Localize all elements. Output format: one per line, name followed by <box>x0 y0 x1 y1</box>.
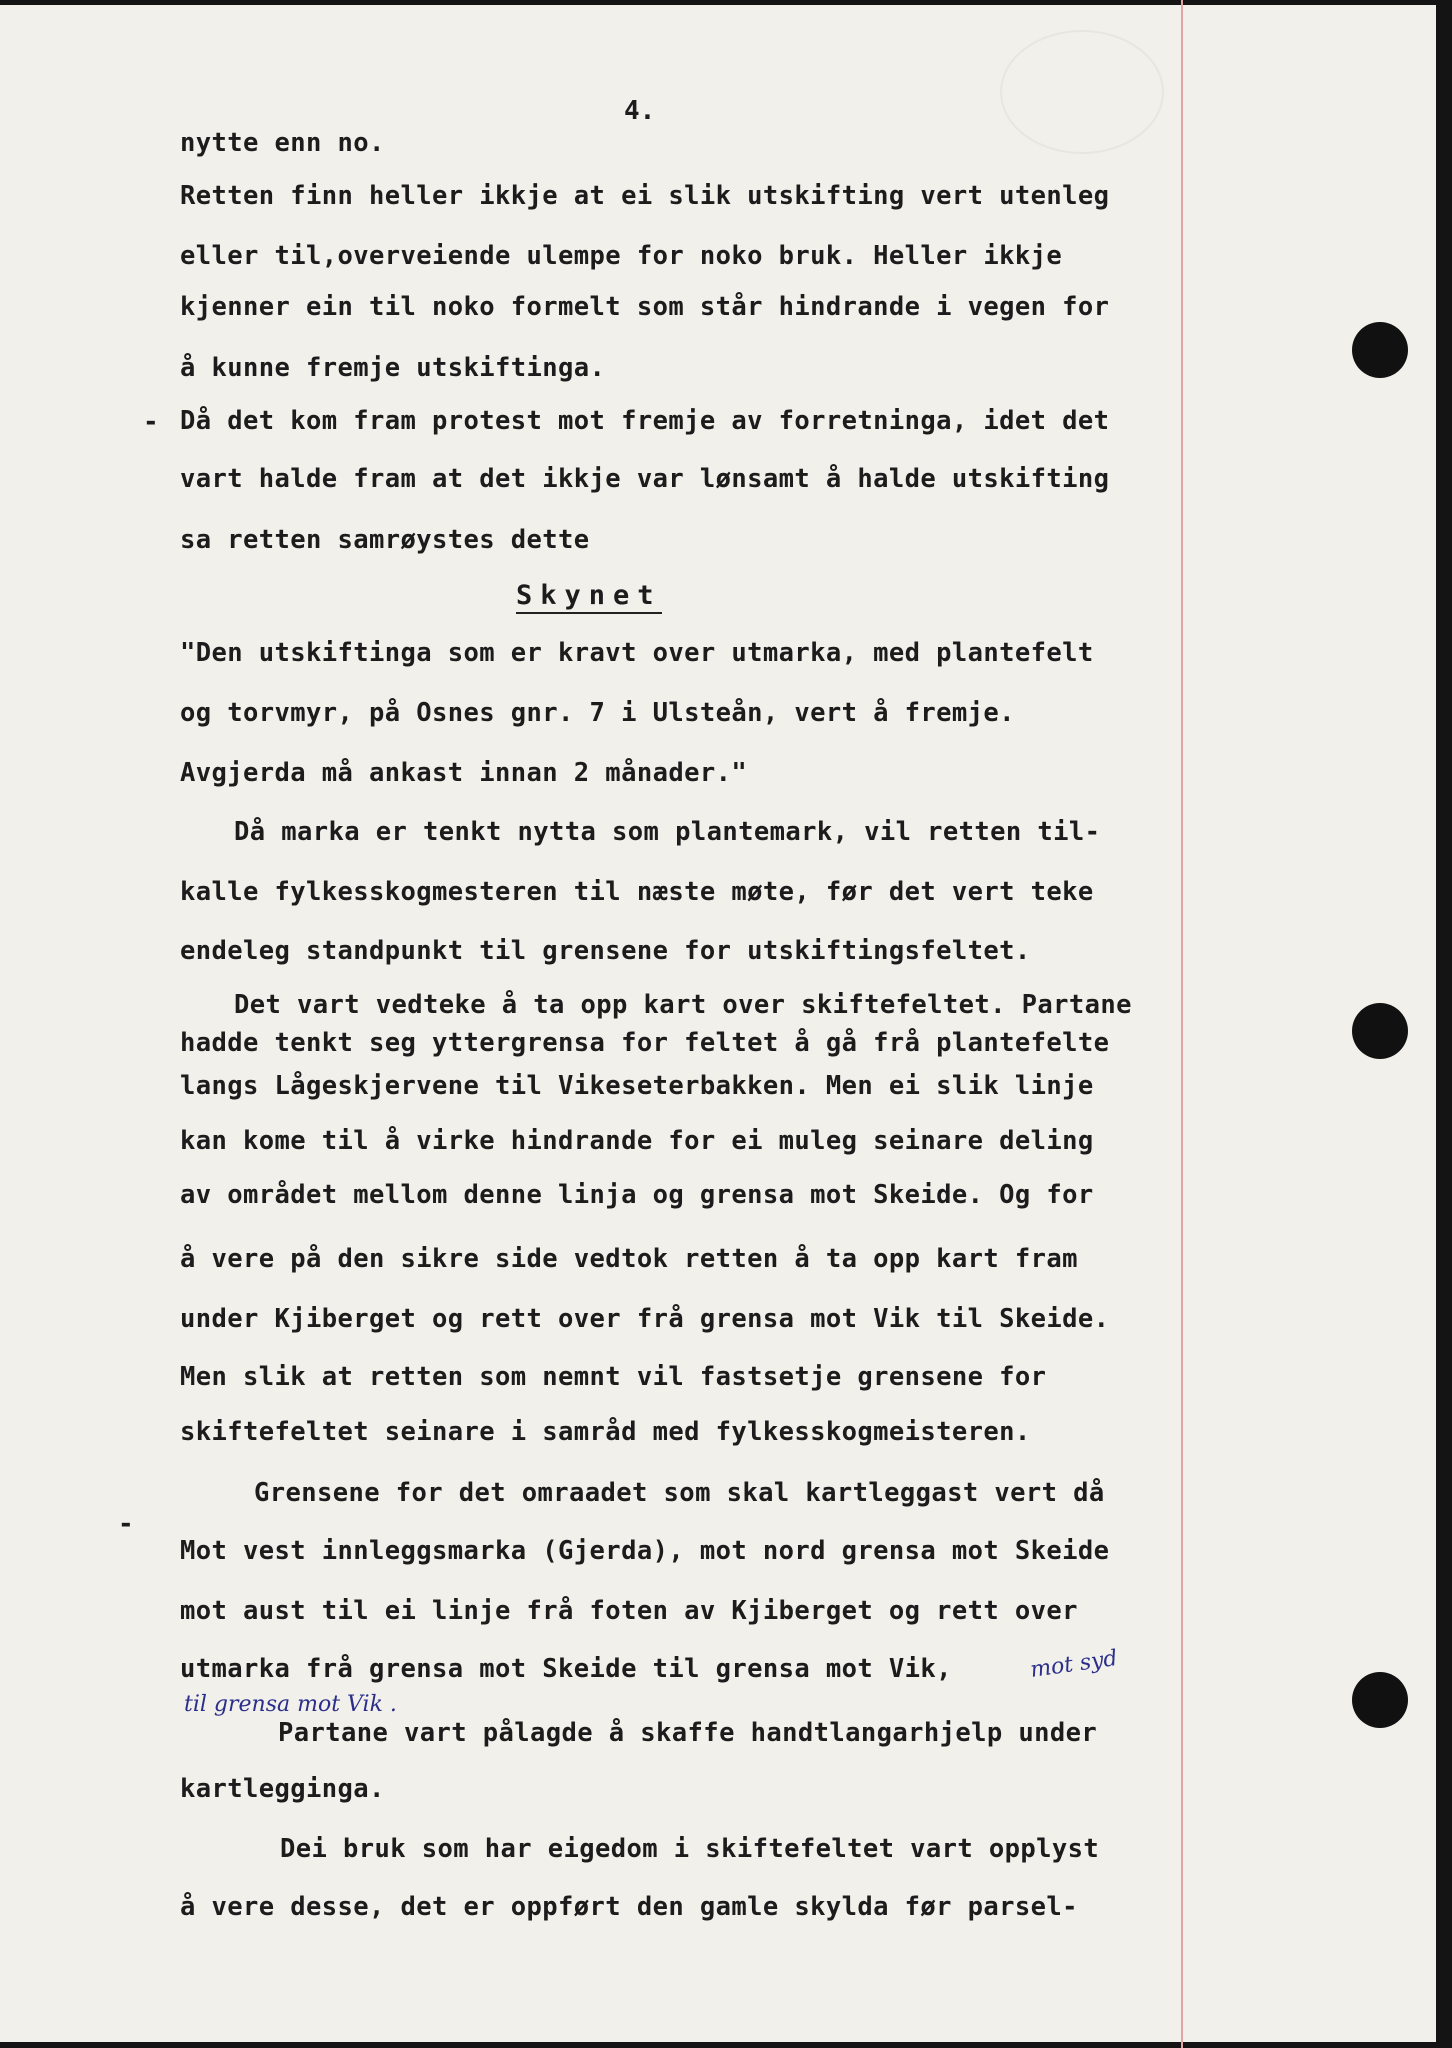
text-line: kartlegginga. <box>180 1774 385 1804</box>
scan-border-bottom <box>0 2042 1452 2048</box>
text-line: kalle fylkesskogmesteren til næste møte, før det vert teke <box>180 877 1094 907</box>
text-line: Retten finn heller ikkje at ei slik utskifting vert utenleg <box>180 181 1110 211</box>
text-line: Partane vart pålagde å skaffe handtlangarhjelp under <box>278 1718 1098 1748</box>
text-line: kjenner ein til noko formelt som står hindrande i vegen for <box>180 292 1110 322</box>
text-line: og torvmyr, på Osnes gnr. 7 i Ulsteån, vert å fremje. <box>180 698 1015 728</box>
bleed-through-mark <box>1000 30 1164 154</box>
text-line: sa retten samrøystes dette <box>180 525 590 555</box>
scan-border-right <box>1436 0 1452 2048</box>
text-line: å kunne fremje utskiftinga. <box>180 353 606 383</box>
text-line: hadde tenkt seg yttergrensa for feltet å gå frå plantefelte <box>180 1028 1110 1058</box>
text-line: Mot vest innleggsmarka (Gjerda), mot nord grensa mot Skeide <box>180 1536 1110 1566</box>
text-line: "Den utskiftinga som er kravt over utmarka, med plantefelt <box>180 638 1094 668</box>
punch-hole <box>1352 1003 1408 1059</box>
text-line: vart halde fram at det ikkje var lønsamt å halde utskifting <box>180 464 1110 494</box>
text-line: Då det kom fram protest mot fremje av forretninga, idet det <box>180 406 1110 436</box>
text-line: Det vart vedteke å ta opp kart over skiftefeltet. Partane <box>234 990 1132 1020</box>
text-line: skiftefeltet seinare i samråd med fylkesskogmeisteren. <box>180 1417 1031 1447</box>
text-line: å vere desse, det er oppført den gamle skylda før parsel- <box>180 1892 1078 1922</box>
handwritten-annotation: til grensa mot Vik . <box>184 1692 397 1717</box>
text-line: Avgjerda må ankast innan 2 månader." <box>180 758 748 788</box>
text-line: nytte enn no. <box>180 128 385 158</box>
text-line: mot aust til ei linje frå foten av Kjiberget og rett over <box>180 1596 1078 1626</box>
margin-rule <box>1181 0 1183 2048</box>
text-line: eller til,overveiende ulempe for noko bruk. Heller ikkje <box>180 241 1063 271</box>
text-line: Dei bruk som har eigedom i skiftefeltet vart opplyst <box>280 1834 1100 1864</box>
text-line: Grensene for det omraadet som skal kartleggast vert då <box>254 1478 1105 1508</box>
punch-hole <box>1352 1672 1408 1728</box>
text-line: Då marka er tenkt nytta som plantemark, vil retten til- <box>234 817 1101 847</box>
section-heading: Skynet <box>516 580 662 614</box>
margin-dash: - <box>118 1509 134 1539</box>
text-line: langs Lågeskjervene til Vikeseterbakken. Men ei slik linje <box>180 1071 1094 1101</box>
text-line: endeleg standpunkt til grensene for utskiftingsfeltet. <box>180 936 1031 966</box>
text-line: under Kjiberget og rett over frå grensa mot Vik til Skeide. <box>180 1304 1110 1334</box>
page-number: 4. <box>624 96 656 126</box>
scan-border-top <box>0 0 1452 5</box>
text-line: av området mellom denne linja og grensa mot Skeide. Og for <box>180 1180 1094 1210</box>
punch-hole <box>1352 322 1408 378</box>
text-line: utmarka frå grensa mot Skeide til grensa mot Vik, <box>180 1654 952 1684</box>
handwritten-annotation: mot syd <box>1028 1646 1120 1683</box>
margin-dash: - <box>143 407 159 437</box>
text-line: Men slik at retten som nemnt vil fastsetje grensene for <box>180 1362 1047 1392</box>
text-line: kan kome til å virke hindrande for ei muleg seinare deling <box>180 1126 1094 1156</box>
text-line: å vere på den sikre side vedtok retten å ta opp kart fram <box>180 1244 1078 1274</box>
